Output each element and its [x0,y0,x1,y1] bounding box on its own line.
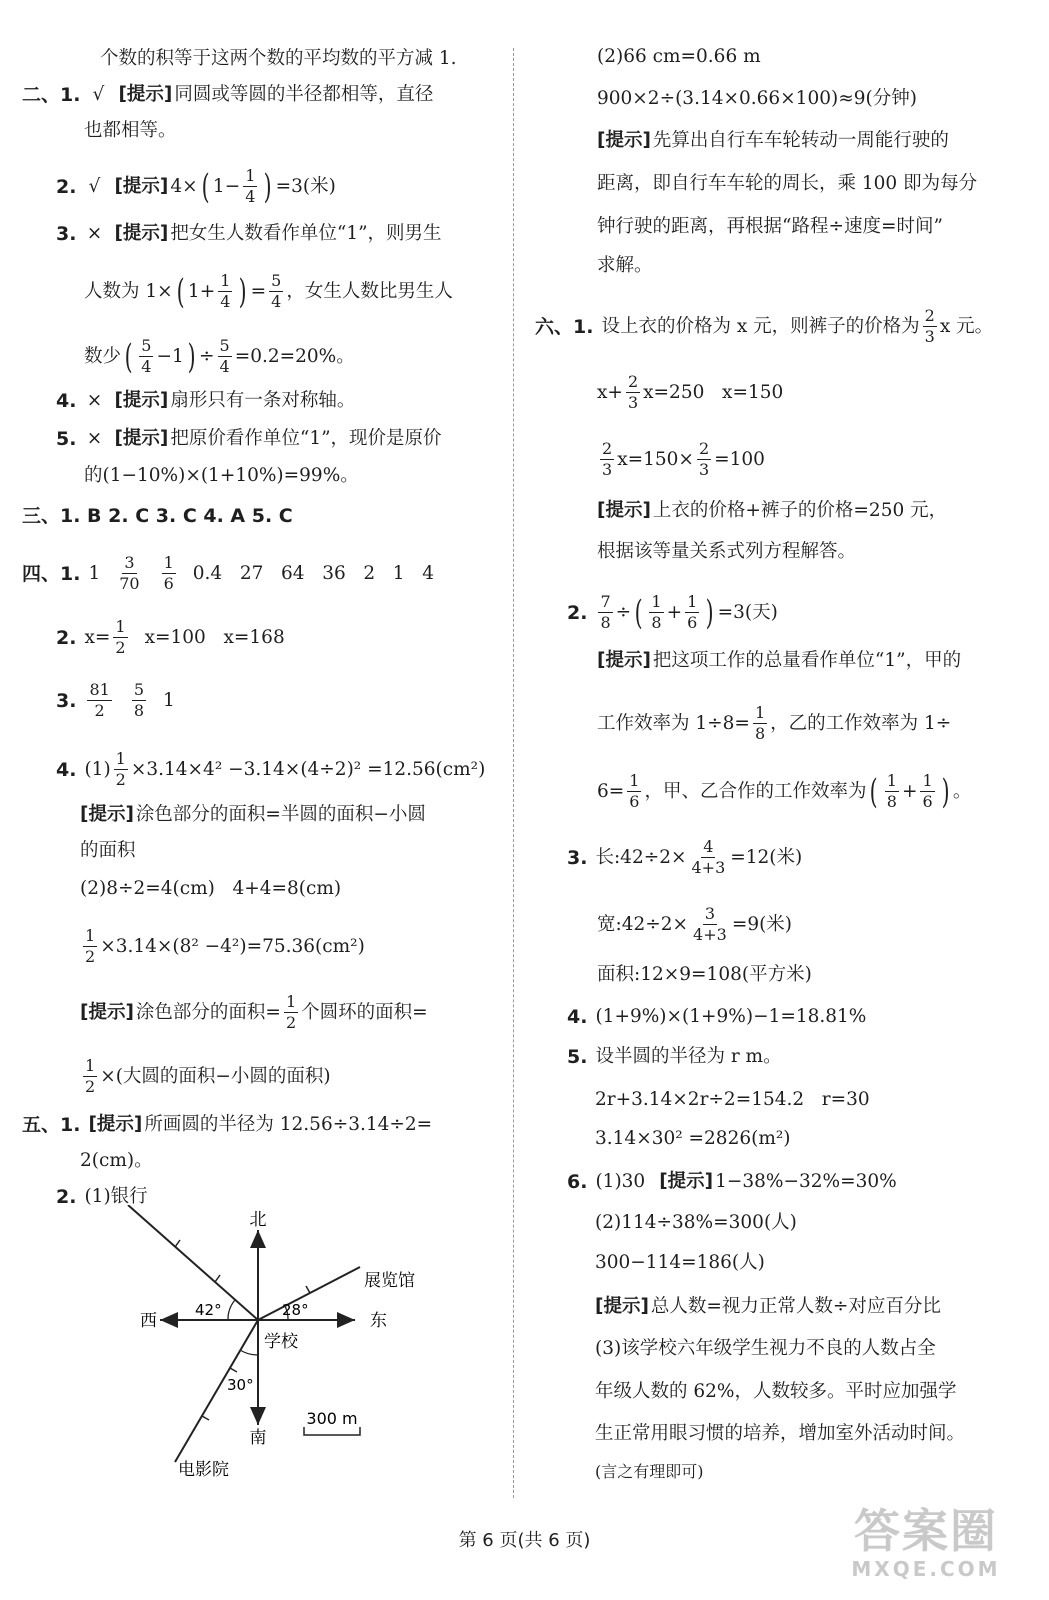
exhibition-label: 展览馆 [364,1271,415,1291]
south-label: 南 [249,1428,267,1448]
text-line: x+ $\frac{2}{3}$ x=250 x=150 [597,372,784,412]
fraction: 1 6 [163,553,174,593]
text-line: 2 3 x=150× $\frac{2}{3}$ =100 [602,439,765,479]
item-6-6: 6. (1)30 [提示] 1−38%−32%=30% [567,1171,897,1193]
site-watermark: 答案圈 MXQE.COM [851,1504,1001,1581]
item-4-4: 4. (1) $\frac{1}{2}$ ×3.14×4² −3.14×(4÷2)² =12.56(cm²) [56,749,486,789]
text-line: 的(1−10%)×(1+10%)=99%。 [84,465,359,486]
item-2-5: 5. × [提示] 把原价看作单位“1”，现价是原价 [56,428,442,450]
text-line: 个数的积等于这两个数的平均数的平方减 1. [100,48,457,69]
cross-mark: × [86,223,103,244]
text-line: 生正常用眼习惯的培养，增加室外活动时间。 [595,1423,966,1444]
angle-west-label: 42° [195,1301,222,1319]
hint-line: [提示] 先算出自行车车轮转动一周能行驶的 [597,130,949,151]
text-line: 900×2÷(3.14×0.66×100)≈9(分钟) [597,88,917,109]
fraction: $\frac{1}{6}$ [629,771,640,811]
fraction: 81 2 [89,680,110,720]
hint-line: [提示] 上衣的价格+裤子的价格=250 元， [597,500,948,521]
cinema-label: 电影院 [178,1460,229,1480]
text-line: 3.14×30² =2826(m²) [595,1128,791,1149]
text-line: 6= $\frac{1}{6}$ ，甲、乙合作的工作效率为 ( 1 8 + $\frac{1}{6}$ ) 。 [597,771,972,812]
fraction: $\frac{1}{2}$ [285,992,297,1032]
text-line: 距离，即自行车车轮的周长，乘 100 即为每分 [597,173,978,194]
column-divider [513,48,514,1498]
fraction: 3 70 [119,553,140,593]
angle-south-label: 30° [227,1376,254,1394]
text-line: 求解。 [597,255,653,276]
text-line: (2)114÷38%=300(人) [595,1212,797,1233]
fraction: $\frac{1}{2}$ [85,926,96,966]
fraction: $\frac{2}{3}$ [698,439,710,479]
angle-arc [228,1300,235,1320]
item-4-3: 3. 81 2 5 8 1 [56,680,175,720]
cross-mark: × [86,428,103,449]
text-line: 工作效率为 1÷8= $\frac{1}{8}$ ，乙的工作效率为 1÷ [597,703,952,743]
text-line: $\frac{1}{2}$ ×(大圆的面积−小圆的面积) [85,1056,331,1096]
north-label: 北 [249,1210,267,1230]
fraction: $\frac{4}{4+3}$ [691,837,726,877]
page-footer: 第 6 页(共 6 页) [458,1530,591,1551]
exhibition-ray [258,1267,360,1320]
fraction: $\frac{5}{4}$ [219,336,230,376]
cross-mark: × [86,390,103,411]
item-6-1: 六、1. 设上衣的价格为 x 元，则裤子的价格为 2 3 x 元。 [535,306,994,346]
fraction: 2 3 [924,306,935,346]
fraction: 2 3 [602,439,613,479]
text-line: 宽:42÷2× $\frac{3}{4+3}$ =9(米) [597,904,793,944]
text-line: 面积:12×9=108(平方米) [597,964,812,985]
fraction: $\frac{1}{2}$ [85,1056,96,1096]
text-line: (2)66 cm=0.66 m [597,46,761,67]
fraction: $\frac{1}{4}$ [245,166,256,206]
tick [202,1416,209,1420]
fraction: $\frac{1}{2}$ [115,749,126,789]
fraction: 1 8 [886,771,897,811]
tick [175,1240,180,1247]
fraction: $\frac{1}{8}$ [754,703,766,743]
item-5-2: 2. (1)银行 [56,1186,148,1208]
west-label: 西 [140,1311,157,1331]
text-line: 年级人数的 62%，人数较多。平时应加强学 [595,1381,957,1402]
text-line: $\frac{1}{2}$ ×3.14×(8² −4²)=75.36(cm²) [85,926,365,966]
check-mark: √ [92,84,105,105]
fraction: $\frac{1}{4}$ [220,271,231,311]
fraction: 5 8 [133,680,144,720]
tick [215,1275,220,1282]
item-2-1: 二、1. √ [提示] 同圆或等圆的半径都相等，直径 [22,84,434,106]
fraction: $\frac{1}{6}$ [922,771,933,811]
text-line: 也都相等。 [84,120,177,141]
item-2-4: 4. × [提示] 扇形只有一条对称轴。 [56,390,356,412]
item-6-4: 4. (1+9%)×(1+9%)−1=18.81% [567,1006,867,1028]
fraction: $\frac{3}{4+3}$ [693,904,727,944]
check-mark: √ [88,175,101,197]
east-label: 东 [370,1311,387,1331]
text-line: (2)8÷2=4(cm) 4+4=8(cm) [80,878,342,899]
bank-ray [128,1205,258,1320]
tick [230,1368,237,1372]
item-6-2: 2. $\frac{7}{8}$ ÷ ( 1 8 + $\frac{1}{6}$ ) =3(天) [567,592,778,633]
item-4-1: 四、1. 1 3 70 1 6 0.4 27 64 36 2 1 4 [22,553,434,593]
fraction: $\frac{5}{4}$ [271,271,282,311]
fraction: $\frac{2}{3}$ [627,372,639,412]
fraction: 1 8 [651,592,662,632]
scale-bar [304,1427,360,1435]
text-line: 钟行驶的距离，再根据“路程÷速度=时间” [597,216,943,237]
item-4-2: 2. x= $\frac{1}{2}$ x=100 x=168 [56,617,285,657]
hint-line: [提示] 涂色部分的面积= $\frac{1}{2}$ 个圆环的面积= [80,992,428,1032]
fraction: $\frac{7}{8}$ [600,592,611,632]
hint-line: [提示] 把这项工作的总量看作单位“1”，甲的 [597,650,962,671]
text-line: 数少 ( 5 4 −1 ) ÷ $\frac{5}{4}$ =0.2=20%。 [84,336,355,377]
fraction: $\frac{1}{2}$ [115,617,126,657]
school-label: 学校 [264,1332,298,1352]
scale-label: 300 m [306,1409,358,1428]
text-line: 的面积 [80,840,136,861]
item-6-3: 3. 长:42÷2× $\frac{4}{4+3}$ =12(米) [567,837,803,877]
text-line: 2r+3.14×2r÷2=154.2 r=30 [595,1089,870,1110]
text-line: 300−114=186(人) [595,1252,765,1273]
text-line: 人数为 1× ( 1+ $\frac{1}{4}$ ) = $\frac{5}{4}$ ，女生人数比男生人 [84,271,453,312]
item-3: 三、1. B 2. C 3. C 4. A 5. C [22,505,293,527]
item-5-1: 五、1. [提示] 所画圆的半径为 12.56÷3.14÷2= [22,1114,433,1136]
direction-diagram [120,1205,450,1495]
fraction: 5 4 [141,336,152,376]
angle-east-label: 28° [282,1301,309,1319]
text-line: 2(cm)。 [80,1150,153,1171]
item-6-5: 5. 设半圆的半径为 r m。 [567,1046,782,1068]
item-2-3: 3. × [提示] 把女生人数看作单位“1”，则男生 [56,223,442,245]
text-line: (3)该学校六年级学生视力不良的人数占全 [595,1338,936,1359]
item-2-2: 2. √ [提示] 4× ( 1− $\frac{1}{4}$ ) =3(米) [56,166,336,207]
text-line: 根据该等量关系式列方程解答。 [597,541,857,562]
hint-line: [提示] 涂色部分的面积=半圆的面积−小圆 [80,804,426,825]
text-line: (言之有理即可) [595,1462,704,1481]
fraction: $\frac{1}{6}$ [687,592,698,632]
hint-line: [提示] 总人数=视力正常人数÷对应百分比 [595,1296,941,1317]
tick [306,1286,310,1293]
angle-arc [240,1350,258,1355]
